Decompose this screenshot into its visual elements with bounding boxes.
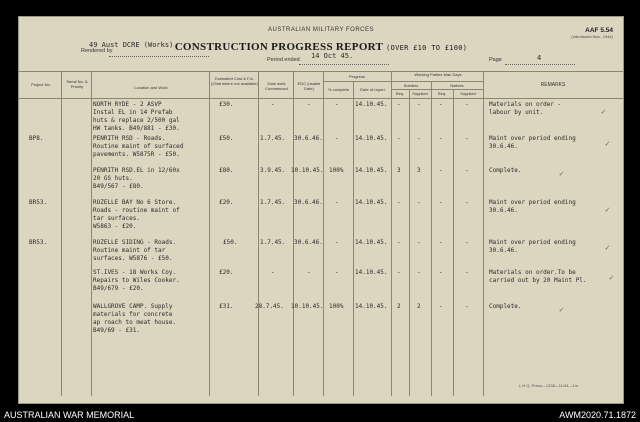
period-label: Period ended — [267, 57, 300, 63]
row-soldiers-req: - — [397, 239, 401, 246]
col-est-cost: Estimated Cost & F.A. (Omit where not available) — [211, 76, 258, 86]
col-natives-supplied: Supplied — [460, 91, 476, 96]
col-progress: Progress — [348, 74, 365, 79]
col-pct-complete: % complete — [328, 87, 349, 92]
check-mark: ✓ — [605, 205, 610, 214]
col-date-of-report: Date of report — [360, 87, 385, 92]
row-remarks: Maint over period ending 30.6.46. — [489, 239, 576, 254]
row-soldiers-supplied: - — [417, 199, 421, 206]
row-remarks: Materials on order.To be carried out by 20 Maint Pl. — [489, 269, 587, 284]
row-location: NORTH RYDE - 2 ASVP Instal EL in 14 Prefab huts & replace 2/500 gal HW tanks. B49/881 - £30. — [93, 101, 180, 132]
report-sheet — [18, 16, 624, 404]
col-divider — [353, 81, 354, 396]
row-edc: 10.10.45. — [291, 303, 324, 310]
row-soldiers-req: - — [397, 269, 401, 276]
col-working-parties: Working Parties Man Days — [414, 72, 462, 77]
col-soldiers-req: Req. — [395, 91, 405, 96]
page-label: Page — [489, 57, 502, 63]
row-natives-req: - — [439, 239, 443, 246]
row-cost: £50. — [223, 239, 238, 246]
col-remarks: REMARKS — [540, 82, 566, 88]
rendered-by-label: Rendered by — [81, 48, 113, 54]
row-pct: - — [335, 101, 339, 108]
org-heading: AUSTRALIAN MILITARY FORCES — [267, 27, 375, 33]
col-divider — [483, 71, 484, 396]
row-report: 14.10.45. — [355, 269, 388, 276]
row-natives-supplied: - — [465, 199, 469, 206]
row-report: 14.10.45. — [355, 199, 388, 206]
row-edc: 30.6.46. — [294, 239, 323, 246]
col-natives-req: Req. — [437, 91, 447, 96]
col-soldiers: Soldiers — [403, 83, 419, 88]
table-head-rule — [19, 98, 623, 99]
row-commenced: - — [271, 269, 275, 276]
row-soldiers-supplied: 3 — [417, 167, 421, 174]
working-subrule — [391, 81, 483, 82]
page-line — [505, 64, 575, 65]
col-project-no: Project No. — [31, 82, 51, 87]
row-location: ROZELLE SIDING - Roads. Routine maint of tar surfaces. W5876 - £50. — [93, 239, 177, 262]
row-edc: 10.10.45. — [291, 167, 324, 174]
row-report: 14.10.45. — [355, 303, 388, 310]
col-divider — [431, 81, 432, 396]
row-remarks: Maint over period ending 30.6.46. — [489, 199, 576, 214]
row-pct: - — [335, 239, 339, 246]
form-number-text: AAF 5.54 — [585, 27, 613, 34]
col-soldiers-supplied: Supplied — [412, 91, 428, 96]
row-report: 14.10.45. — [355, 101, 388, 108]
row-pct: - — [335, 199, 339, 206]
row-natives-req: - — [439, 199, 443, 206]
row-cost: £20. — [219, 199, 234, 206]
col-divider — [391, 71, 392, 396]
row-remarks: Complete. — [489, 303, 522, 310]
col-date-commenced: Date work Commenced — [265, 81, 288, 91]
rendered-by-value: 49 Aust DCRE (Works) — [89, 41, 174, 49]
caption-right: AWM2020.71.1872 — [559, 410, 636, 420]
row-commenced: 1.7.45. — [260, 199, 286, 206]
report-title-sub: (OVER £10 TO £100) — [386, 44, 468, 52]
row-soldiers-req: - — [397, 135, 401, 142]
row-location: ST.IVES - 18 Works Coy. Repairs to Wiles Cooker. B49/679 - £20. — [93, 269, 180, 292]
report-title-text: CONSTRUCTION PROGRESS REPORT — [174, 41, 383, 53]
row-project: BR53. — [29, 239, 48, 246]
row-pct: 100% — [329, 167, 344, 174]
row-pct: - — [335, 269, 339, 276]
row-edc: 30.6.46. — [294, 199, 323, 206]
row-natives-req: - — [439, 303, 443, 310]
row-soldiers-req: - — [397, 199, 401, 206]
col-divider — [293, 71, 294, 396]
row-soldiers-supplied: - — [417, 101, 421, 108]
row-remarks: Complete. — [489, 167, 522, 174]
check-mark: ✓ — [559, 169, 564, 178]
row-natives-supplied: - — [465, 303, 469, 310]
col-divider — [409, 89, 410, 396]
period-line — [299, 64, 389, 65]
row-edc: - — [307, 269, 311, 276]
row-natives-req: - — [439, 101, 443, 108]
check-mark: ✓ — [601, 107, 606, 116]
row-pct: 100% — [329, 303, 344, 310]
row-commenced: 1.7.45. — [260, 135, 286, 142]
col-edc: EDC (usable Date) — [297, 81, 321, 91]
row-commenced: - — [271, 101, 275, 108]
row-project: BR53. — [29, 199, 48, 206]
check-mark: ✓ — [605, 243, 610, 252]
row-cost: £50. — [219, 135, 234, 142]
row-cost: £31. — [219, 303, 234, 310]
col-divider — [453, 89, 454, 396]
col-divider — [91, 71, 92, 396]
progress-subrule — [323, 81, 391, 82]
row-commenced: 1.7.45. — [260, 239, 286, 246]
page-value: 4 — [537, 54, 542, 62]
row-report: 14.10.45. — [355, 135, 388, 142]
col-natives: Natives — [450, 83, 464, 88]
row-soldiers-supplied: - — [417, 135, 421, 142]
row-natives-supplied: - — [465, 269, 469, 276]
working-subrule-2 — [391, 89, 483, 90]
row-location: WALLGROVE CAMP. Supply materials for concrete ap roach to meat house. B49/69 - £31. — [93, 303, 177, 334]
form-number — [571, 27, 613, 39]
row-soldiers-supplied: 2 — [417, 303, 421, 310]
row-commenced: 28.7.45. — [255, 303, 284, 310]
row-cost: £80. — [219, 167, 234, 174]
row-edc: - — [307, 101, 311, 108]
check-mark: ✓ — [559, 305, 564, 314]
col-divider — [209, 71, 210, 396]
row-edc: 30.6.46. — [294, 135, 323, 142]
row-natives-req: - — [439, 167, 443, 174]
row-location: PENRITH RSD - Roads. Routine maint of surfaced pavements. W5875R - £50. — [93, 135, 184, 158]
period-value: 14 Oct 45. — [311, 52, 354, 60]
row-report: 14.10.45. — [355, 167, 388, 174]
col-serial: Serial No. & Priority — [66, 79, 88, 89]
check-mark: ✓ — [609, 273, 614, 282]
col-divider — [323, 71, 324, 396]
row-project: BP8. — [29, 135, 44, 142]
check-mark: ✓ — [605, 139, 610, 148]
table-top-rule — [19, 71, 623, 72]
col-divider — [258, 71, 259, 396]
row-report: 14.10.45. — [355, 239, 388, 246]
row-location: ROZELLE BAY No 6 Store. Roads - routine maint of tar surfaces. W5863 - £20. — [93, 199, 180, 230]
row-natives-supplied: - — [465, 101, 469, 108]
row-soldiers-req: 2 — [397, 303, 401, 310]
row-natives-req: - — [439, 135, 443, 142]
row-soldiers-supplied: - — [417, 269, 421, 276]
row-natives-req: - — [439, 269, 443, 276]
row-cost: £20. — [219, 269, 234, 276]
caption-left: AUSTRALIAN WAR MEMORIAL — [4, 410, 135, 420]
row-pct: - — [335, 135, 339, 142]
row-remarks: Maint over period ending 30.6.46. — [489, 135, 576, 150]
col-location: Location and Work — [134, 85, 168, 90]
form-edition: (Introduced Nov., 1944) — [571, 34, 613, 39]
row-natives-supplied: - — [465, 239, 469, 246]
row-cost: £30. — [219, 101, 234, 108]
printer-note: L.H.Q. Press—1338—11/44—1m — [519, 383, 579, 388]
row-location: PENRITH RSD.EL in 12/60x 20 GS huts. B49/567 - £80. — [93, 167, 180, 190]
row-natives-supplied: - — [465, 167, 469, 174]
rendered-by-line — [109, 56, 209, 57]
row-soldiers-req: - — [397, 101, 401, 108]
row-remarks: Materials on order - labour by unit. — [489, 101, 562, 116]
row-soldiers-supplied: - — [417, 239, 421, 246]
col-divider — [61, 71, 62, 396]
row-soldiers-req: 3 — [397, 167, 401, 174]
row-commenced: 3.9.45. — [260, 167, 286, 174]
row-natives-supplied: - — [465, 135, 469, 142]
